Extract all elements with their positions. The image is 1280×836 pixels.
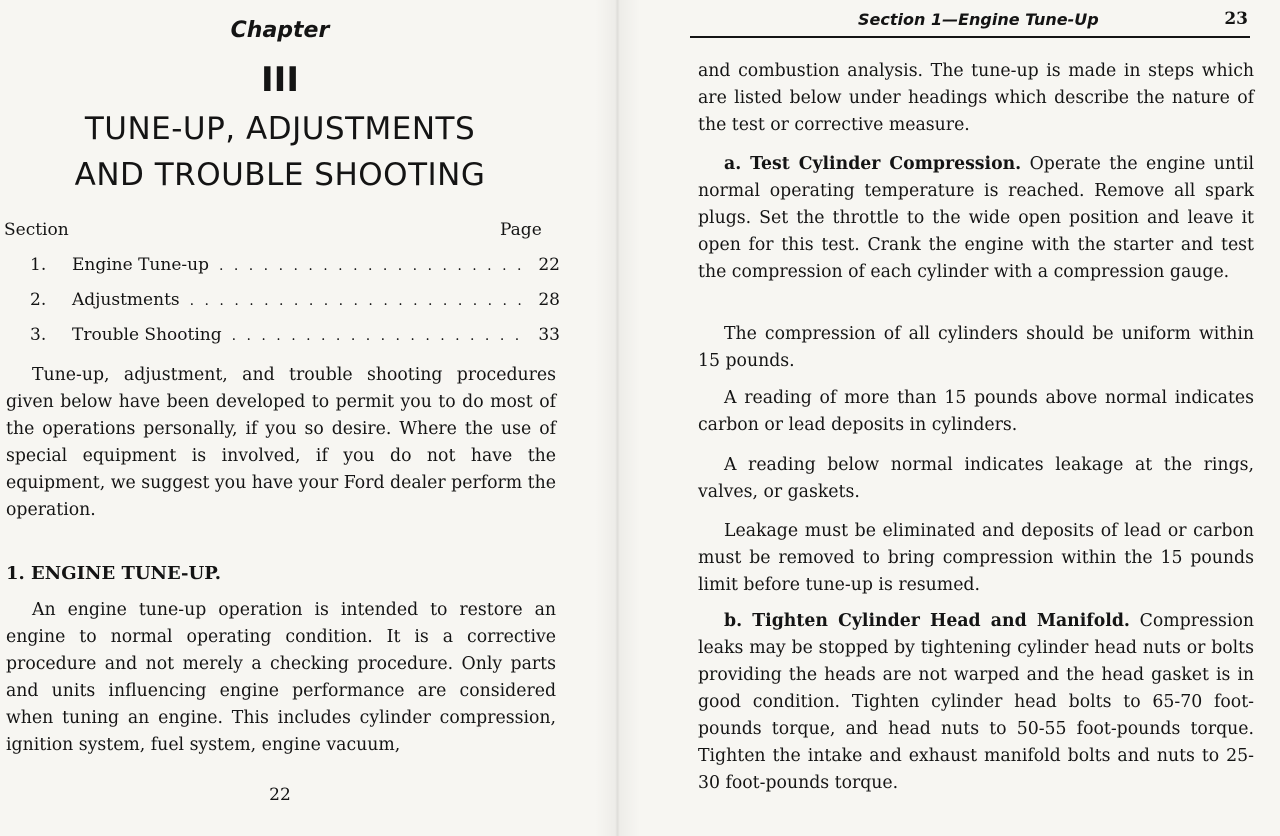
chapter-title [0, 106, 560, 198]
toc-entry[interactable] [30, 290, 560, 316]
toc-section-header: Section [4, 220, 69, 240]
toc-page-header: Page [500, 220, 542, 240]
page-number-right: 23 [1224, 9, 1248, 29]
continuation-paragraph: and combustion analysis. The tune-up is made in steps which are listed below under headings which describe the nature of the test or corrective measure. [698, 61, 1254, 135]
toc-entry-page: 28 [538, 290, 560, 310]
toc-entry-page: 33 [538, 325, 560, 345]
running-head-title: Section 1—Engine Tune-Up [858, 10, 1099, 29]
chapter-title-line-1: TUNE-UP, ADJUSTMENTS [84, 111, 476, 147]
left-page [0, 0, 600, 836]
step-b-paragraph [698, 608, 1254, 797]
toc-leader-dots [219, 258, 524, 274]
uniform-paragraph: The compression of all cylinders should be uniform within 15 pounds. [698, 324, 1254, 371]
below-normal-paragraph: A reading below normal indicates leakage at the rings, valves, or gaskets. [698, 455, 1254, 502]
chapter-number: III [261, 60, 299, 100]
toc-entry-number: 2. [30, 290, 47, 310]
right-page [690, 0, 1268, 836]
leakage-paragraph: Leakage must be eliminated and deposits of lead or carbon must be removed to bring compression within the 15 pounds limit before tune-up is resumed. [698, 521, 1254, 595]
running-head [690, 8, 1250, 38]
toc-entry-number: 3. [30, 325, 47, 345]
chapter-title-line-2: AND TROUBLE SHOOTING [74, 157, 486, 193]
book-gutter [595, 0, 640, 836]
intro-paragraph: Tune-up, adjustment, and trouble shooting procedures given below have been developed to permit you to do most of the operations personally, if you so desire. Where the use of special equipment is involved, if you do not have the equipment, we suggest you have your Ford dealer perform the operation. [6, 365, 556, 520]
toc-entry-title: Engine Tune-up [72, 255, 209, 275]
page-number-left: 22 [269, 785, 291, 805]
step-b-text: Compression leaks may be stopped by tightening cylinder head nuts or bolts providing the heads are not warped and the head gasket is in good condition. Tighten cylinder head bolts to 65-70 foot-pounds torque, and head nuts to 50-55 foot-pounds torque. Tighten the intake and exhaust manifold bolts and nuts to 25-30 foot-pounds torque. [698, 611, 1254, 793]
toc-entry-number: 1. [30, 255, 47, 275]
toc-leader-dots [232, 328, 524, 344]
step-a-heading: a. Test Cylinder Compression. [724, 154, 1022, 174]
toc-entry-page: 22 [538, 255, 560, 275]
chapter-label: Chapter [230, 18, 330, 43]
step-b-heading: b. Tighten Cylinder Head and Manifold. [724, 611, 1130, 631]
toc-entry[interactable] [30, 325, 560, 351]
toc-leader-dots [190, 293, 524, 309]
section-heading-engine-tune-up: 1. ENGINE TUNE-UP. [6, 563, 222, 584]
above-normal-paragraph: A reading of more than 15 pounds above normal indicates carbon or lead deposits in cylinders. [698, 388, 1254, 435]
toc-entry[interactable] [30, 255, 560, 281]
step-a-text: Operate the engine until normal operating temperature is reached. Remove all spark plugs. Set the throttle to the wide open position and leave it open for this test. Crank the engine with the starter and test the compression of each cylinder with a compression gauge. [698, 154, 1254, 282]
step-a-paragraph [698, 151, 1254, 286]
toc-entry-title: Trouble Shooting [72, 325, 222, 345]
toc-entry-title: Adjustments [72, 290, 180, 310]
tune-up-paragraph: An engine tune-up operation is intended to restore an engine to normal operating condition. It is a corrective procedure and not merely a checking procedure. Only parts and units influencing engine performance are considered when tuning an engine. This includes cylinder compression, ignition system, fuel system, engine vacuum, [6, 600, 556, 755]
